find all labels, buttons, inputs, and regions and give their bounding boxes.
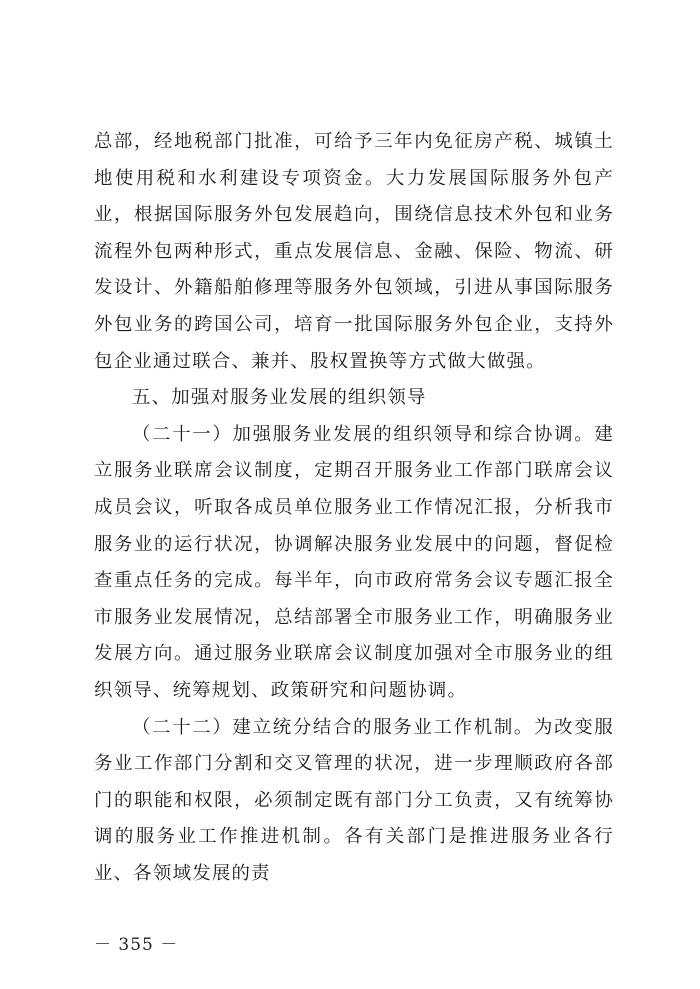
paragraph-continuation: 总部，经地税部门批准，可给予三年内免征房产税、城镇土地使用税和水利建设专项资金。大力发展国际服务外包产业，根据国际服务外包发展趋向，围绕信息技术外包和业务流程外包两种形式，重点发展信息、金融、保险、物流、研发设计、外籍船舶修理等服务外包领域，引进从事国际服务外包业务的跨国公司，培育一批国际服务外包企业，支持外包企业通过联合、兼并、股权置换等方式做大做强。	[94, 131, 614, 372]
paragraph-item-22: （二十二）建立统分结合的服务业工作机制。为改变服务业工作部门分割和交叉管理的状况，进一步理顺政府各部门的职能和权限，必须制定既有部门分工负责，又有统筹协调的服务业工作推进机制。各有关部门是推进服务业各行业、各领域发展的责	[94, 716, 614, 884]
page-number: － 355 －	[94, 935, 179, 955]
paragraph-item-21: （二十一）加强服务业发展的组织领导和综合协调。建立服务业联席会议制度，定期召开服务业工作部门联席会议成员会议，听取各成员单位服务业工作情况汇报，分析我市服务业的运行状况，协调解决服务业发展中的问题，督促检查重点任务的完成。每半年，向市政府常务会议专题汇报全市服务业发展情况，总结部署全市服务业工作，明确服务业发展方向。通过服务业联席会议制度加强对全市服务业的组织领导、统筹规划、政策研究和问题协调。	[94, 423, 614, 701]
section-heading: 五、加强对服务业发展的组织领导	[132, 387, 427, 409]
body-text	[94, 124, 614, 892]
